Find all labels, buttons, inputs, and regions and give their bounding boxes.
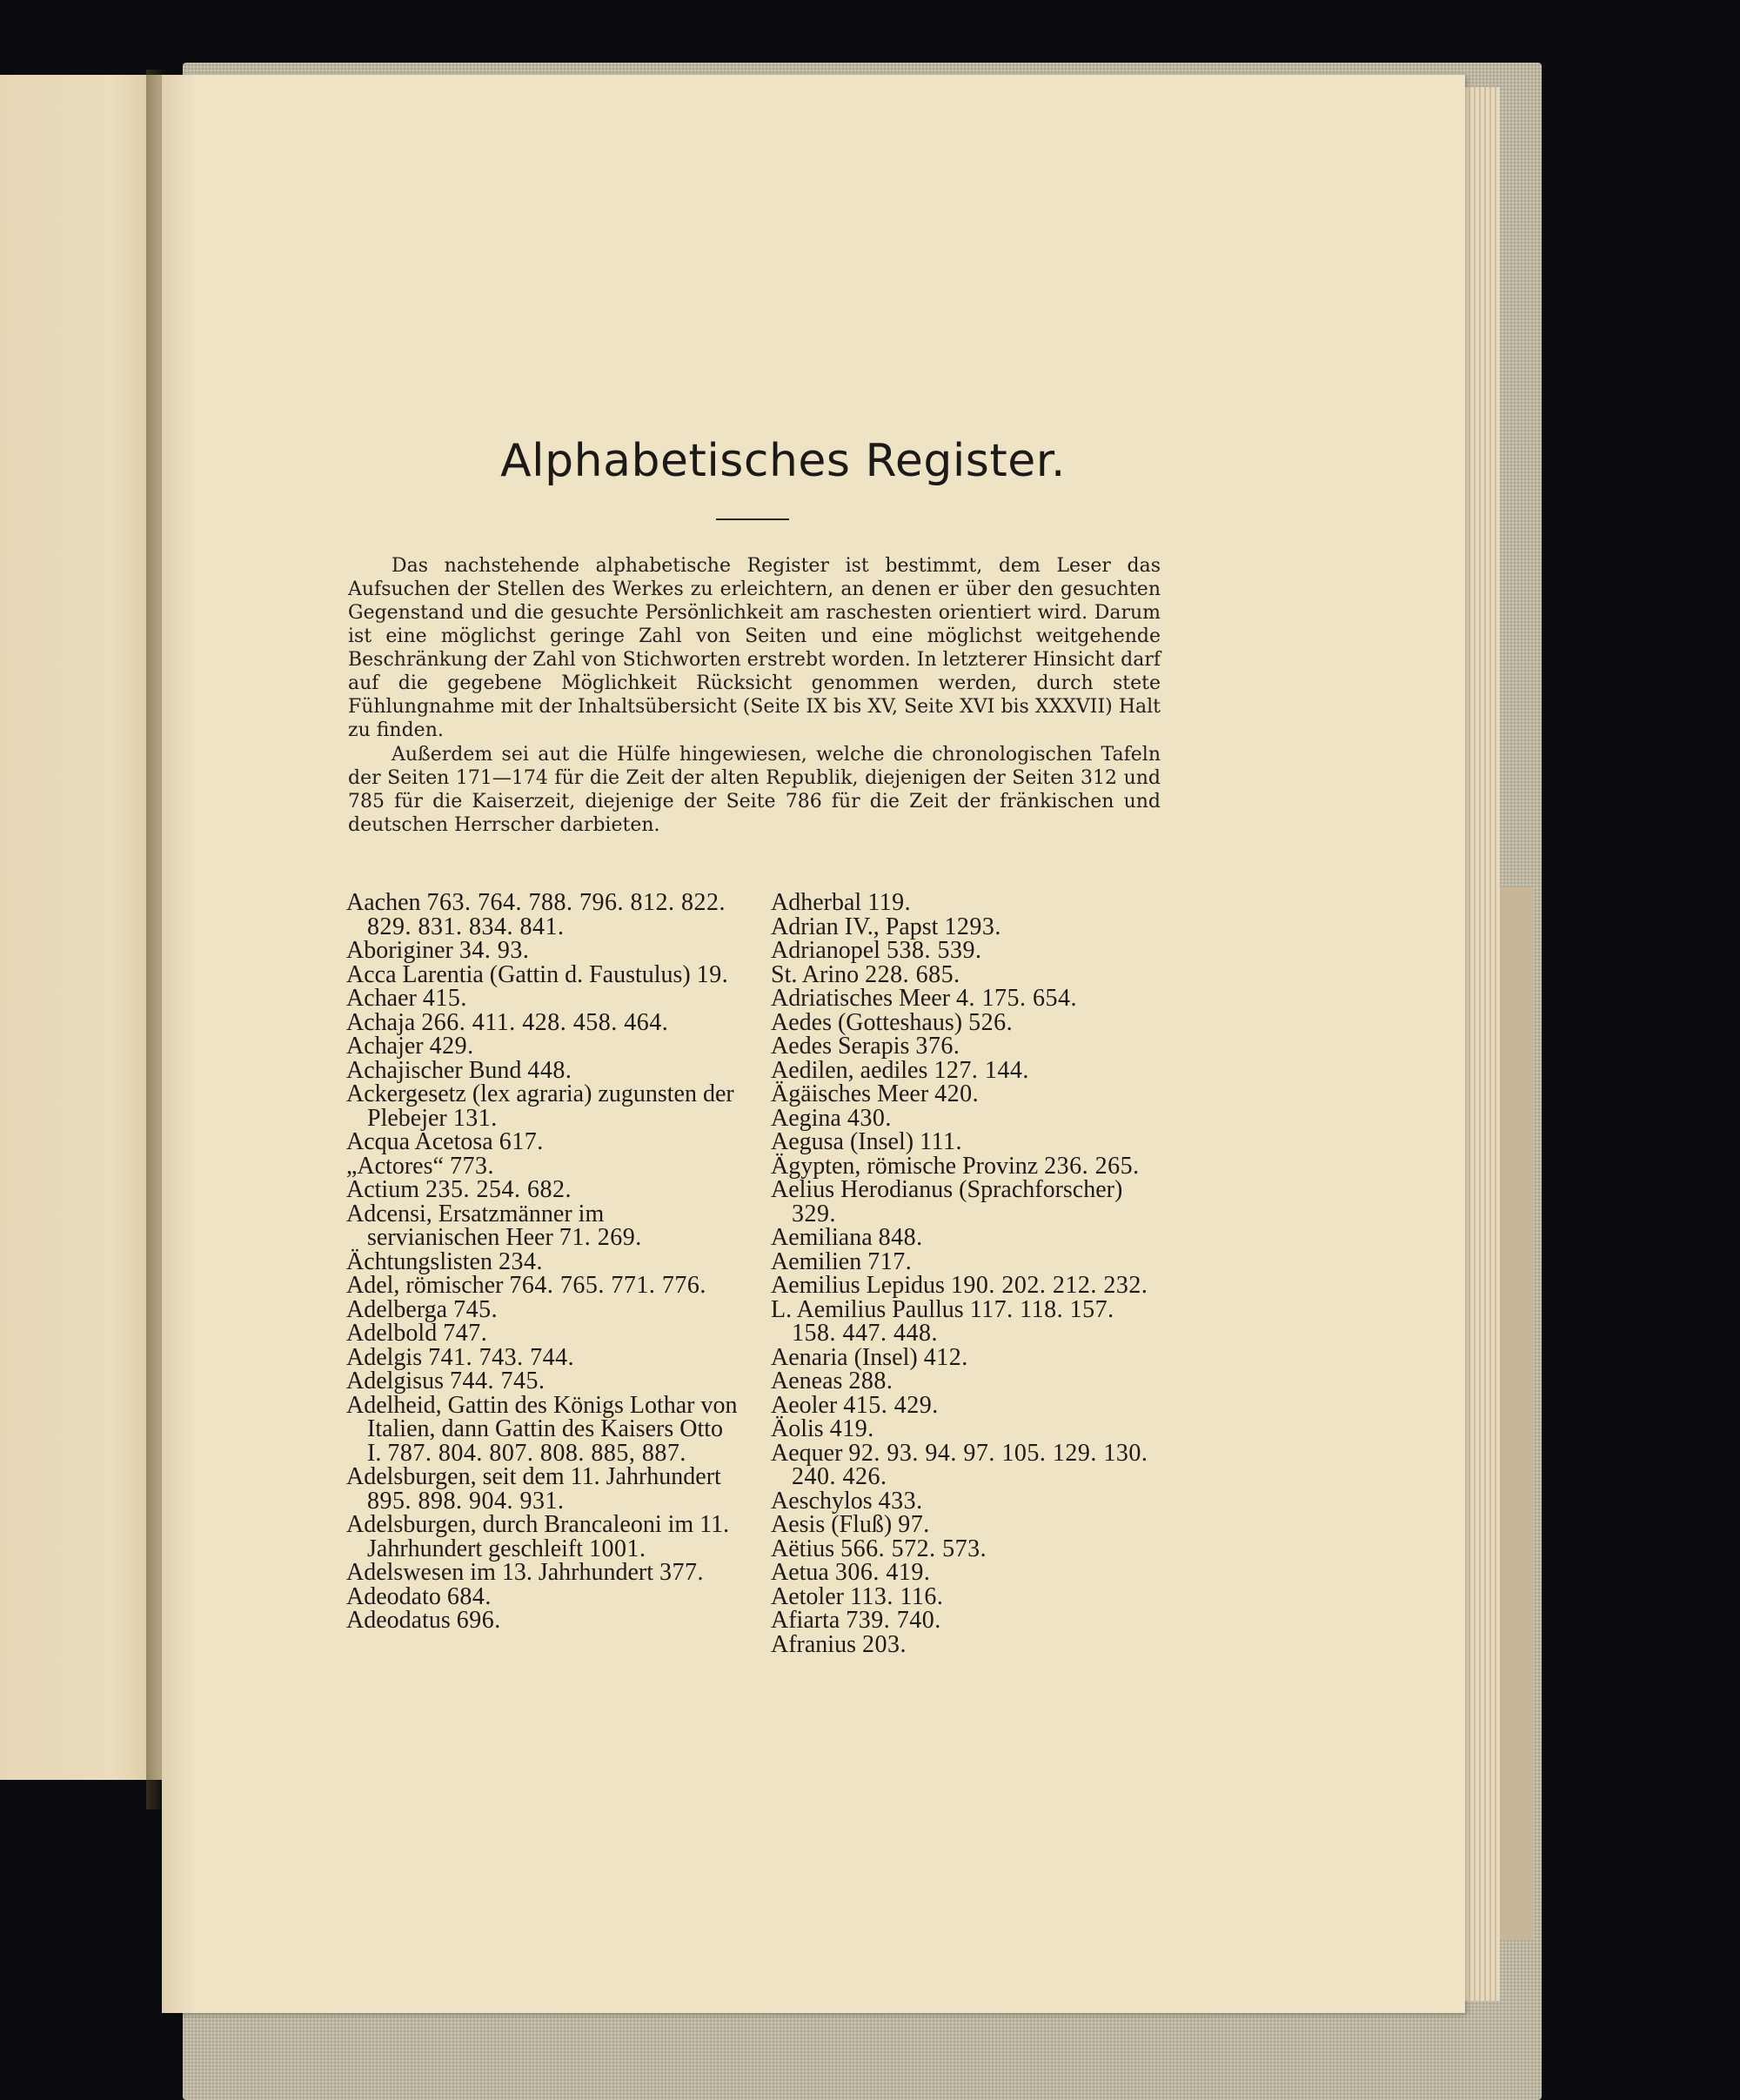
index-page-refs: 4. 175. 654. [956, 985, 1078, 1012]
index-term: Afranius [771, 1630, 862, 1658]
index-page-refs: 203. [861, 1630, 907, 1658]
index-page-refs: 377. [659, 1559, 705, 1586]
index-entry [771, 1008, 1162, 1036]
index-term: Adeodatus [346, 1607, 457, 1634]
index-entry [771, 1082, 1162, 1107]
index-page-refs: 696. [456, 1607, 501, 1634]
index-term: Actium [346, 1176, 425, 1203]
index-term: Adelgis [346, 1343, 429, 1371]
index-term: Ägypten, römische Provinz [771, 1152, 1045, 1180]
index-term: Achajer [346, 1033, 430, 1060]
index-page-refs: 415. [422, 985, 467, 1012]
index-entry [771, 1369, 1162, 1394]
index-entry [771, 1154, 1162, 1179]
intro-paragraph-1: Das nachstehende alphabetische Register ist bestimmt, dem Leser das Aufsuchen der Stellen des Werkes zu erleichtern, an denen er über den gesuchten Gegenstand und die gesuchte Persönlichkeit am raschesten orientiert wird. Darum ist eine möglichst geringe Zahl von Seiten und eine möglichst weitgehende Beschränkung der Zahl von Stichworten erstrebt worden. In letzterer Hinsicht darf auf die gegebene Möglichkeit Rücksicht genommen werden, durch stete Fühlungnahme mit der Inhaltsübersicht (Seite IX bis XV, Seite XVI bis XXXVII) Halt zu finden. [348, 555, 1161, 741]
index-page-refs: 739. 740. [846, 1607, 941, 1634]
index-term: Aemiliana [771, 1224, 879, 1251]
index-term: „Actores“ [346, 1152, 450, 1180]
page-edges [1465, 87, 1500, 2001]
index-term: Aesis (Fluß) [771, 1511, 899, 1538]
index-page-refs: 526. [968, 1008, 1014, 1036]
index-term: Aachen [346, 889, 427, 916]
index-entry [346, 1391, 738, 1467]
index-entry [346, 1343, 738, 1371]
index-term: Aeoler [771, 1391, 844, 1419]
index-term: Aegina [771, 1104, 847, 1132]
index-term: Acca Larentia (Gattin d. Faustulus) [346, 960, 697, 988]
index-entry [771, 1630, 1162, 1658]
index-page-refs: 329. [792, 1200, 836, 1227]
index-entry [771, 939, 1162, 963]
index-term: Aedilen, aediles [771, 1056, 934, 1084]
index-page-refs: 745. [453, 1295, 499, 1323]
index-term: Adrianopel [771, 937, 887, 964]
index-term: Adelbold [346, 1320, 444, 1347]
index-page-refs: 895. 898. 904. 931. [367, 1487, 565, 1515]
index-page-refs: 131. [452, 1104, 498, 1132]
index-page-refs: 419. [829, 1415, 874, 1442]
index-page-refs: 741. 743. 744. [428, 1343, 575, 1371]
index-term: Adelsburgen, seit dem 11. Jahrhundert [346, 1463, 721, 1490]
index-entry [771, 1561, 1162, 1585]
index-term: Äolis [771, 1415, 830, 1442]
index-term: Ächtungslisten [346, 1247, 499, 1275]
index-entry [771, 1104, 1162, 1132]
index-term: Ägäisches Meer [771, 1080, 935, 1107]
index-entry [346, 1561, 738, 1585]
index-entry [346, 1202, 738, 1250]
index-entry [771, 1537, 1162, 1562]
index-entry [771, 986, 1162, 1011]
index-entry [771, 1295, 1162, 1347]
index-page-refs: 448. [527, 1056, 572, 1084]
index-page-refs: 787. 804. 807. 808. 885, 887. [387, 1439, 686, 1467]
index-term: Adrian IV., Papst [771, 913, 945, 940]
page-title: Alphabetisches Register. [500, 435, 1066, 487]
index-page-refs: 117. 118. 157. 158. 447. 448. [792, 1295, 1114, 1347]
index-entry [346, 1369, 738, 1394]
index-page-refs: 34. 93. [458, 937, 530, 964]
index-term: Aeneas [771, 1368, 849, 1394]
index-entry [346, 1295, 738, 1323]
index-page-refs: 236. 265. [1044, 1152, 1140, 1180]
index-term: Acqua Acetosa [346, 1128, 499, 1155]
index-entry [346, 1056, 738, 1084]
index-page-refs: 1001. [589, 1535, 646, 1562]
index-term: Aedes Serapis [771, 1033, 916, 1060]
index-entry [771, 1056, 1162, 1084]
index-entry [771, 1130, 1162, 1154]
index-term: Adriatisches Meer [771, 985, 957, 1012]
index-term: Aegusa (Insel) [771, 1128, 920, 1155]
index-term: Adeodato [346, 1582, 447, 1610]
index-column-right [771, 891, 1162, 1656]
index-page-refs: 617. [499, 1128, 544, 1155]
index-entry [346, 960, 738, 988]
index-page-refs: 306. 419. [834, 1559, 931, 1586]
index-entry [771, 1247, 1162, 1275]
index-page-refs: 430. [847, 1104, 892, 1132]
index-entry [771, 1582, 1162, 1610]
index-term: Adherbal [771, 889, 868, 916]
index-page-refs: 127. 144. [934, 1056, 1029, 1084]
index-term: St. Arino [771, 960, 866, 988]
index-term: Aemilien [771, 1247, 868, 1275]
index-page-refs: 763. 764. 788. 796. 812. 822. 829. 831. 834. 841. [367, 889, 726, 940]
index-entry [771, 1391, 1162, 1419]
index-page-refs: 113. 116. [849, 1582, 944, 1610]
index-entry [346, 1608, 738, 1633]
index-page-refs: 744. 745. [450, 1368, 545, 1394]
intro-paragraph-2: Außerdem sei aut die Hülfe hingewiesen, welche die chronologischen Tafeln der Seiten 171—174 für die Zeit der alten Republik, diejenigen der Seiten 312 und 785 für die Kaiserzeit, diejenige der Seite 786 für die Zeit der fränkischen und deutschen Herrscher darbieten. [348, 744, 1161, 836]
index-term: Aequer [771, 1439, 849, 1467]
index-page-refs: 266. 411. 428. 458. 464. [421, 1008, 669, 1036]
index-entry [771, 1034, 1162, 1059]
index-page-refs: 412. [923, 1343, 968, 1371]
index-page-refs: 111. [920, 1128, 962, 1155]
index-entry [346, 1247, 738, 1275]
index-page-refs: 433. [878, 1487, 923, 1515]
page-tab [1500, 887, 1533, 1940]
index-entry [771, 1489, 1162, 1514]
index-page-refs: 717. [867, 1247, 913, 1275]
index-page-refs: 1293. [944, 913, 1001, 940]
index-entry [346, 1178, 738, 1202]
title-rule [716, 518, 789, 520]
index-entry [771, 1417, 1162, 1441]
index-entry [346, 1008, 738, 1036]
index-page-refs: 415. 429. [843, 1391, 939, 1419]
index-entry [346, 1465, 738, 1513]
index-term: Aemilius Lepidus [771, 1272, 951, 1299]
left-page [0, 75, 162, 1780]
index-term: Aboriginer [346, 937, 459, 964]
index-entry [771, 891, 1162, 915]
index-term: Adelgisus [346, 1368, 450, 1394]
index-term: Achaja [346, 1008, 422, 1036]
index-term: L. Aemilius Paullus [771, 1295, 970, 1323]
index-page-refs: 19. [696, 960, 729, 988]
index-term: Ackergesetz (lex agraria) zugunsten der Plebejer [346, 1080, 734, 1132]
index-entry [346, 1513, 738, 1561]
index-entry [771, 915, 1162, 940]
index-page-refs: 684. [446, 1582, 492, 1610]
index-entry [771, 1274, 1162, 1298]
index-term: Aetua [771, 1559, 835, 1586]
index-page-refs: 288. [848, 1368, 893, 1394]
index-entry [771, 1343, 1162, 1371]
index-page-refs: 97. [898, 1511, 930, 1538]
index-page-refs: 764. 765. 771. 776. [509, 1272, 706, 1299]
index-page-refs: 566. 572. 573. [840, 1535, 987, 1562]
index-term: Adelberga [346, 1295, 454, 1323]
index-entry [346, 1154, 738, 1179]
index-page-refs: 538. 539. [886, 937, 982, 964]
index-term: Adelsburgen, durch Brancaleoni im 11. Jahrhundert geschleift [346, 1511, 730, 1562]
index-page-refs: 119. [867, 889, 912, 916]
index-page-refs: 92. 93. 94. 97. 105. 129. 130. 240. 426. [792, 1439, 1148, 1490]
index-entry [771, 1513, 1162, 1537]
index-entry [771, 1441, 1162, 1489]
index-term: Aedes (Gotteshaus) [771, 1008, 969, 1036]
index-page-refs: 376. [915, 1033, 960, 1060]
index-term: Achaer [346, 985, 423, 1012]
index-page-refs: 228. 685. [865, 960, 960, 988]
index-entry [346, 1582, 738, 1610]
index-term: Aëtius [771, 1535, 841, 1562]
index-term: Adcensi, Ersatzmänner im servianischen Heer [346, 1200, 605, 1251]
index-page-refs: 234. [499, 1247, 543, 1275]
intro-text [348, 554, 1161, 837]
index-page-refs: 773. [449, 1152, 494, 1180]
index-term: Aelius Herodianus (Sprachforscher) [771, 1176, 1123, 1203]
index-entry [346, 939, 738, 963]
index-term: Afiarta [771, 1607, 847, 1634]
index-entry [771, 1178, 1162, 1226]
index-entry [346, 986, 738, 1011]
index-page-refs: 848. [878, 1224, 923, 1251]
index-entry [346, 1034, 738, 1059]
index-entry [346, 891, 738, 939]
index-entry [346, 1082, 738, 1130]
index-term: Aetoler [771, 1582, 850, 1610]
index-term: Adelswesen im 13. Jahrhundert [346, 1559, 660, 1586]
index-entry [771, 1608, 1162, 1633]
index-page-refs: 71. 269. [559, 1224, 642, 1251]
index-page-refs: 190. 202. 212. 232. [950, 1272, 1148, 1299]
index-term: Adel, römischer [346, 1272, 510, 1299]
index-term: Aenaria (Insel) [771, 1343, 924, 1371]
index-entry [771, 1226, 1162, 1250]
index-page-refs: 235. 254. 682. [425, 1176, 572, 1203]
index-page-refs: 747. [443, 1320, 488, 1347]
index-term: Aeschylos [771, 1487, 879, 1515]
index-column-left [346, 891, 738, 1633]
index-entry [346, 1321, 738, 1346]
index-term: Adelheid, Gattin des Königs Lothar von Italien, dann Gattin des Kaisers Otto I. [346, 1391, 738, 1467]
index-page-refs: 420. [934, 1080, 980, 1107]
index-entry [346, 1130, 738, 1154]
index-term: Achajischer Bund [346, 1056, 528, 1084]
index-entry [771, 960, 1162, 988]
index-page-refs: 429. [429, 1033, 474, 1060]
index-entry [346, 1274, 738, 1298]
